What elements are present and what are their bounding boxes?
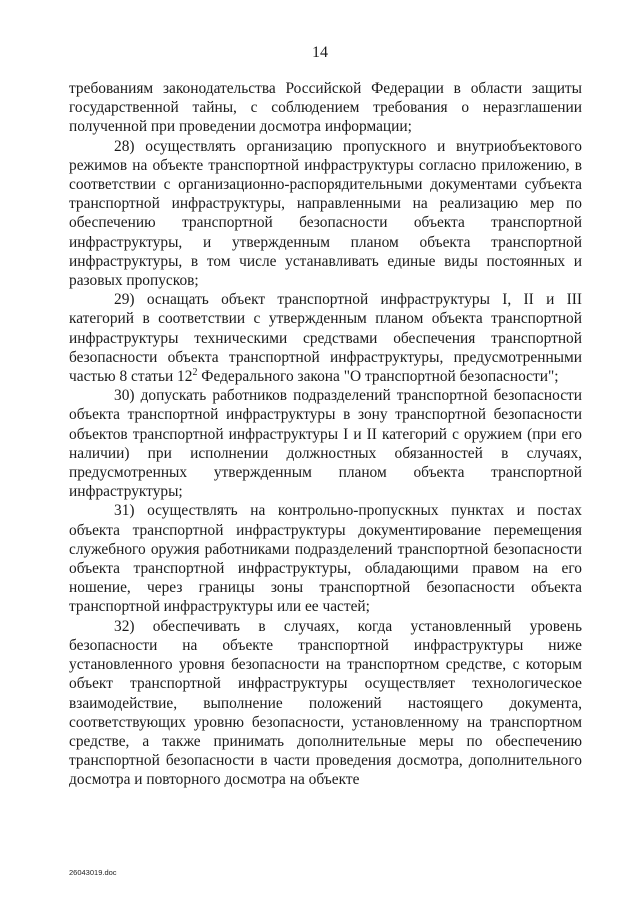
paragraph-31: 31) осуществлять на контрольно-пропускных пунктах и постах объекта транспортной инфраструктуры документирование перемещения служебного оружия работниками подразделений транспортной безопасности объекта транспортной инфраструктуры, обладающими правом на его ношение, через границы зоны транспортной безопасности объекта транспортной инфраструктуры или ее частей; [69, 502, 582, 616]
paragraph-32: 32) обеспечивать в случаях, когда установленный уровень безопасности на объекте транспортной инфраструктуры ниже установленного уровня безопасности на транспортном средстве, с которым объект транспортной инфраструктуры осуществляет технологическое взаимодействие, выполнение положений настоящего документа, соответствующих уровню безопасности, установленному на транспортном средстве, а также принимать дополнительные меры по обеспечению транспортной безопасности в части проведения досмотра, дополнительного досмотра и повторного досмотра на объекте [69, 617, 582, 789]
article-superscript: 2 [192, 367, 198, 379]
paragraph-continued: требованиям законодательства Российской Федерации в области защиты государственной тайны, с соблюдением требования о неразглашении полученной при проведении досмотра информации; [69, 80, 582, 136]
document-footer: 26043019.doc [69, 868, 117, 877]
paragraph-29-text-end: Федерального закона "О транспортной безопасности"; [197, 368, 559, 386]
paragraph-29 [69, 290, 582, 386]
paragraph-29-text-start: 29) оснащать объект транспортной инфраструктуры I, II и III категорий в соответствии с утвержденным планом объекта транспортной инфраструктуры техническими средствами обеспечения транспортной безопасности объекта транспортной инфраструктуры, предусмотренными частью 8 статьи 12 [69, 291, 582, 386]
paragraph-28: 28) осуществлять организацию пропускного и внутриобъектового режимов на объекте транспортной инфраструктуры согласно приложению, в соответствии с организационно-распорядительными документами субъекта транспортной инфраструктуры, направленными на реализацию мер по обеспечению транспортной безопасности объекта транспортной инфраструктуры, и утвержденным планом объекта транспортной инфраструктуры, в том числе устанавливать единые виды постоянных и разовых пропусков; [69, 137, 582, 290]
paragraph-30: 30) допускать работников подразделений транспортной безопасности объекта транспортной инфраструктуры в зону транспортной безопасности объектов транспортной инфраструктуры I и II категорий с оружием (при его наличии) при исполнении должностных обязанностей в случаях, предусмотренных утвержденным планом объекта транспортной инфраструктуры; [69, 387, 582, 501]
page-number: 14 [312, 44, 328, 61]
document-body [69, 79, 582, 790]
